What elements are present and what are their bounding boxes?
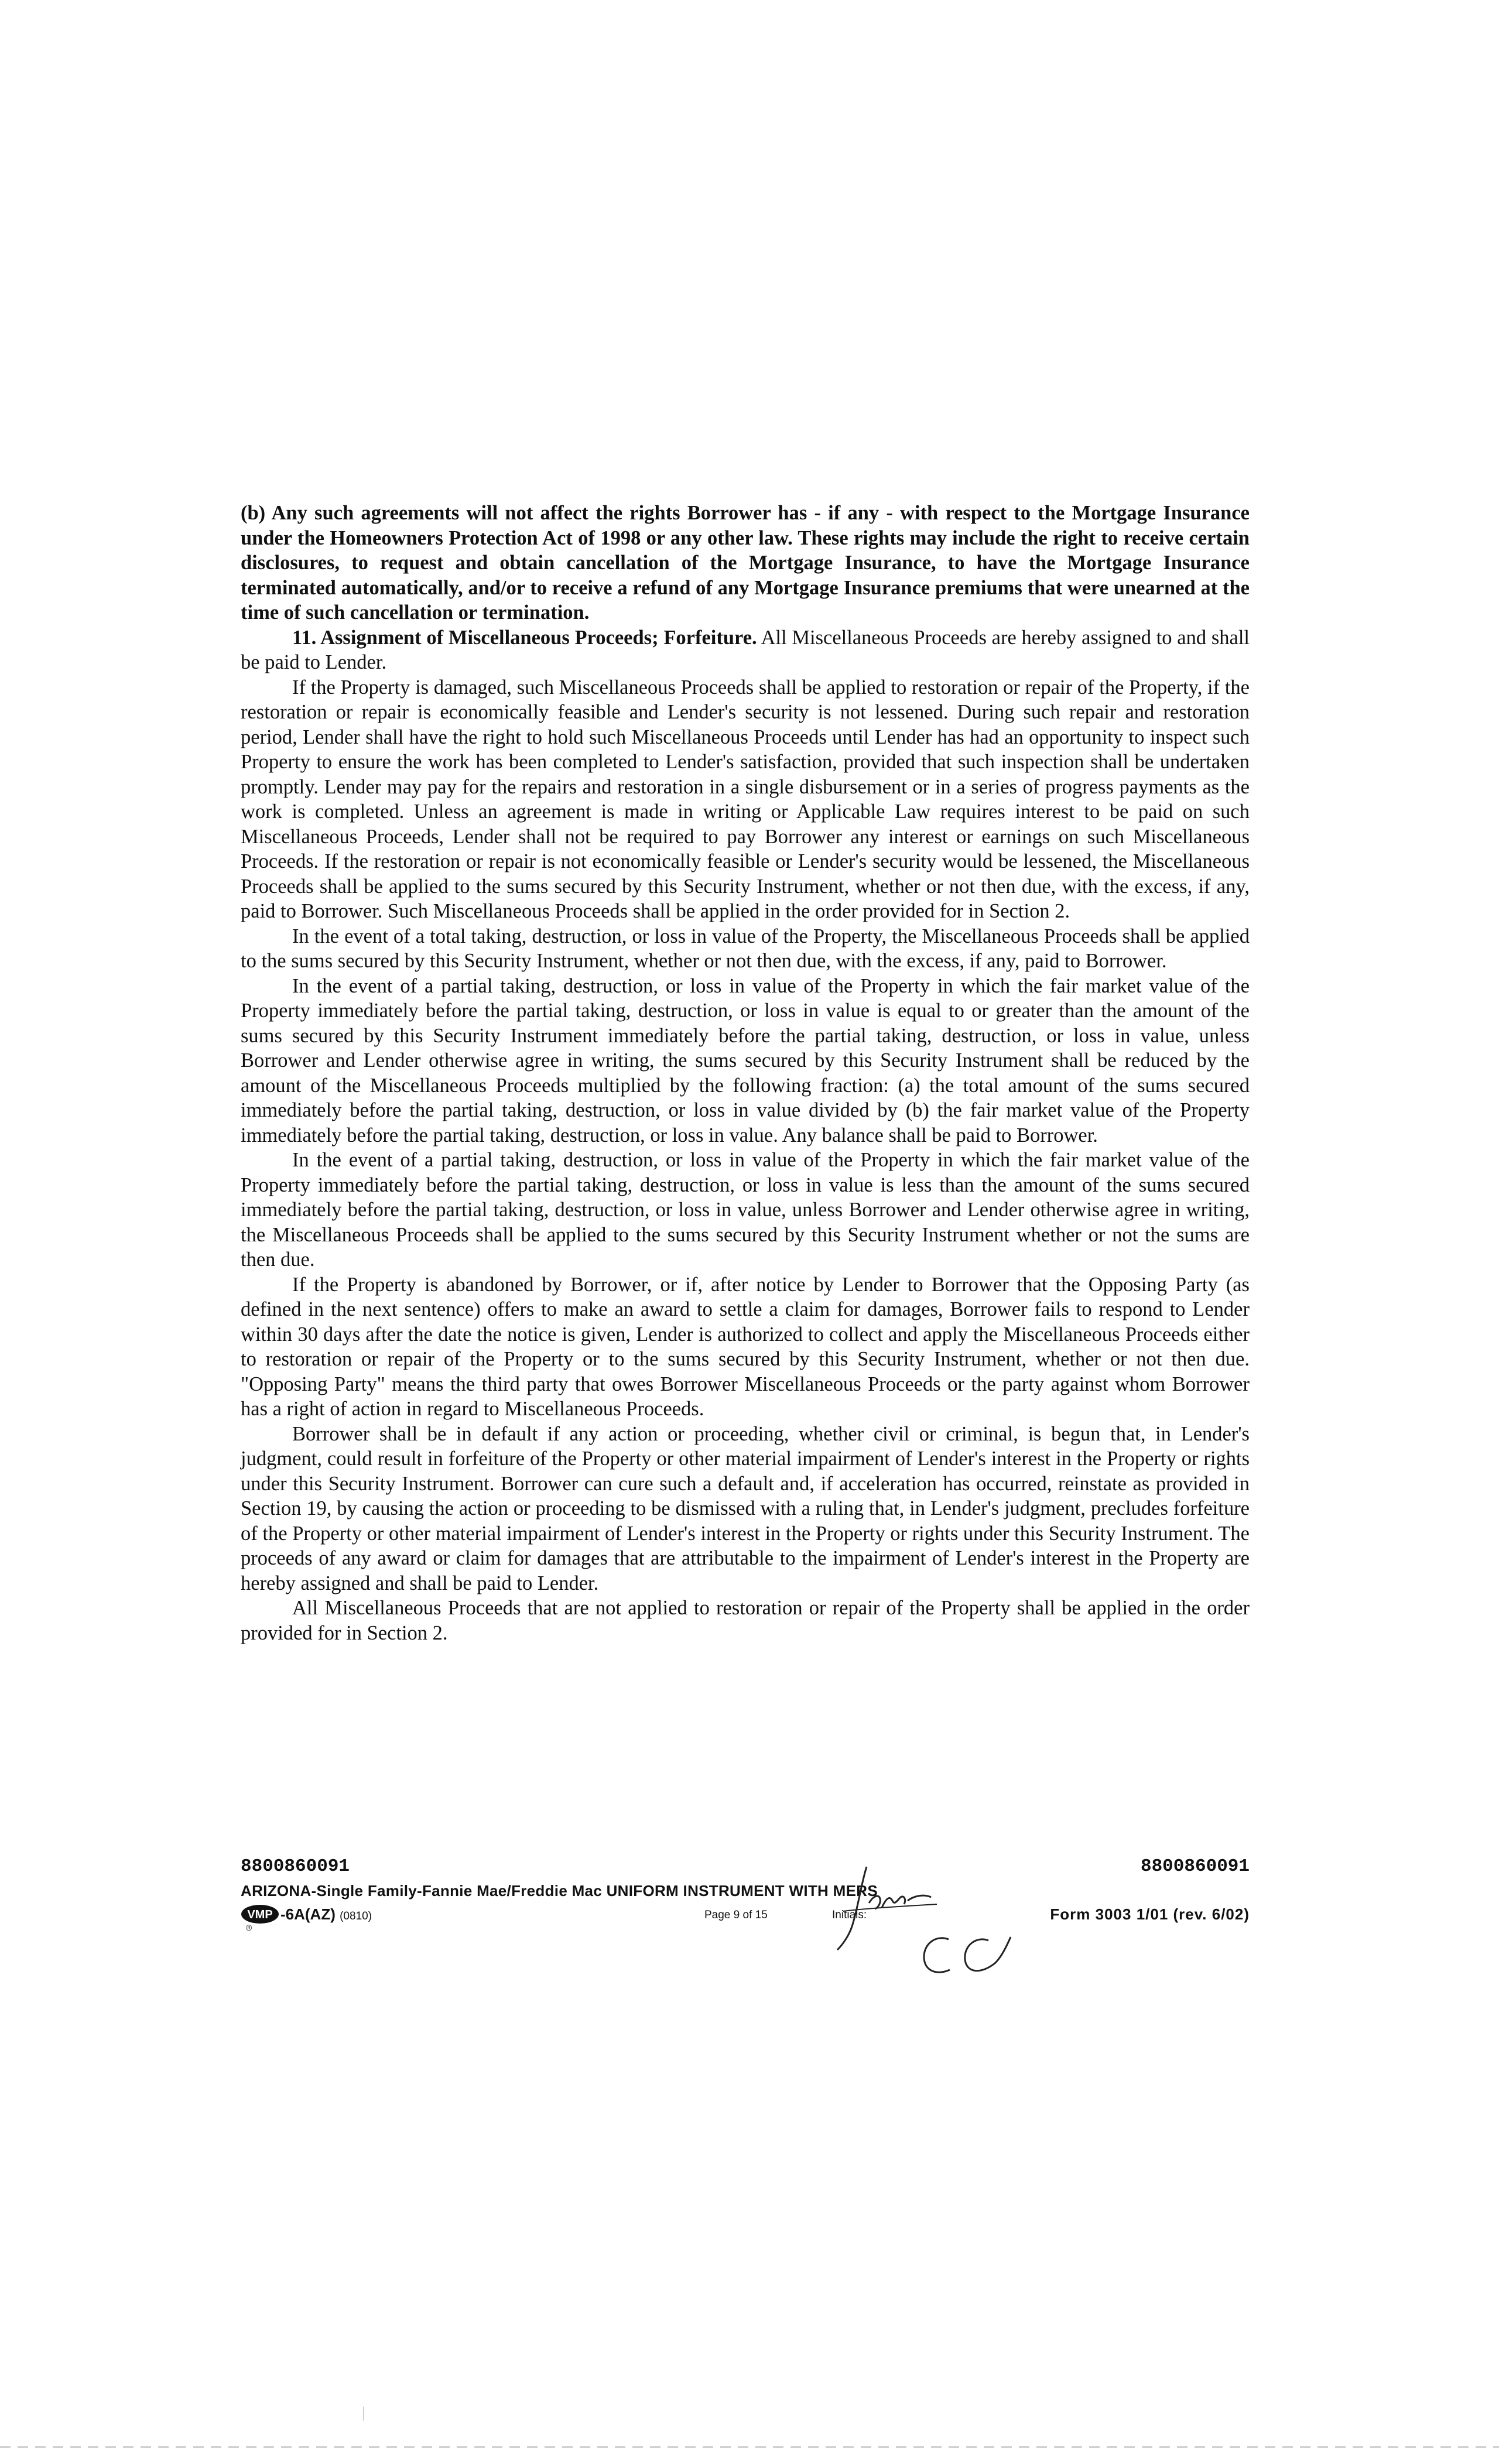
form-title: ARIZONA-Single Family-Fannie Mae/Freddie Mac UNIFORM INSTRUMENT WITH MERS bbox=[241, 1882, 878, 1900]
scan-artifact-mark bbox=[363, 2407, 364, 2421]
cc-handwritten-initials bbox=[913, 1926, 1019, 1985]
initials-label: Initials: bbox=[832, 1909, 867, 1921]
section-11-intro-text: All Miscellaneous Proceeds are hereby assigned to and shall be paid to Lender. bbox=[241, 626, 1250, 673]
loan-number-right: 8800860091 bbox=[1140, 1856, 1250, 1877]
paragraph-partial-taking-greater: In the event of a partial taking, destruction, or loss in value of the Property in which the fair market value of the Property immediately before the partial taking, destruction, or loss in value is equal to or greater than the amount of the sums secured by this Security Instrument immediately before the partial taking, destruction, or loss in value, unless Borrower and Lender otherwise agree in writing, the sums secured by this Security Instrument shall be reduced by the amount of the Miscellaneous Proceeds multiplied by the following fraction: (a) the total amount of the sums secured immediately before the partial taking, destruction, or loss in value divided by (b) the fair market value of the Property immediately before the partial taking, destruction, or loss in value. Any balance shall be paid to Borrower. bbox=[241, 974, 1250, 1147]
section-11-intro bbox=[241, 625, 1250, 675]
form-number: Form 3003 1/01 (rev. 6/02) bbox=[1050, 1905, 1250, 1923]
page-number: Page 9 of 15 bbox=[704, 1909, 768, 1921]
paragraph-abandoned: If the Property is abandoned by Borrower, or if, after notice by Lender to Borrower that the Opposing Party (as defined in the next sentence) offers to make an award to settle a claim for damages, Borrower fails to respond to Lender within 30 days after the date the notice is given, Lender is authorized to collect and apply the Miscellaneous Proceeds either to restoration or repair of the Property or to the sums secured by this Security Instrument, whether or not then due. "Opposing Party" means the third party that owes Borrower Miscellaneous Proceeds or the party against whom Borrower has a right of action in regard to Miscellaneous Proceeds. bbox=[241, 1273, 1250, 1420]
paragraph-damage: If the Property is damaged, such Miscellaneous Proceeds shall be applied to restoration or repair of the Property, if the restoration or repair is economically feasible and Lender's security is not lessened. During such repair and restoration period, Lender shall have the right to hold such Miscellaneous Proceeds until Lender has had an opportunity to inspect such Property to ensure the work has been completed to Lender's satisfaction, provided that such inspection shall be undertaken promptly. Lender may pay for the repairs and restoration in a single disbursement or in a series of progress payments as the work is completed. Unless an agreement is made in writing or Applicable Law requires interest to be paid on such Miscellaneous Proceeds, Lender shall not be required to pay Borrower any interest or earnings on such Miscellaneous Proceeds. If the restoration or repair is not economically feasible or Lender's security would be lessened, the Miscellaneous Proceeds shall be applied to the sums secured by this Security Instrument, whether or not then due, with the excess, if any, paid to Borrower. Such Miscellaneous Proceeds shall be applied in the order provided for in Section 2. bbox=[241, 676, 1250, 922]
scan-artifact-line bbox=[0, 2446, 1499, 2448]
paragraph-b: (b) Any such agreements will not affect the rights Borrower has - if any - with respect to the Mortgage Insurance under the Homeowners Protection Act of 1998 or any other law. These rights may include the right to receive certain disclosures, to request and obtain cancellation of the Mortgage Insurance, to have the Mortgage Insurance terminated automatically, and/or to receive a refund of any Mortgage Insurance premiums that were unearned at the time of such cancellation or termination. bbox=[241, 502, 1250, 624]
vmp-logo-text: VMP bbox=[247, 1908, 273, 1921]
paragraph-remaining-proceeds: All Miscellaneous Proceeds that are not applied to restoration or repair of the Property shall be applied in the order provided for in Section 2. bbox=[241, 1597, 1250, 1644]
paragraph-total-taking: In the event of a total taking, destruction, or loss in value of the Property, the Miscellaneous Proceeds shall be applied to the sums secured by this Security Instrument, whether or not then due, with the excess, if any, paid to Borrower. bbox=[241, 925, 1250, 972]
paragraph-default: Borrower shall be in default if any action or proceeding, whether civil or criminal, is begun that, in Lender's judgment, could result in forfeiture of the Property or other material impairment of Lender's interest in the Property or rights under this Security Instrument. Borrower can cure such a default and, if acceleration has occurred, reinstate as provided in Section 19, by causing the action or proceeding to be dismissed with a ruling that, in Lender's judgment, precludes forfeiture of the Property or other material impairment of Lender's interest in the Property or rights under this Security Instrument. The proceeds of any award or claim for damages that are attributable to the impairment of Lender's interest in the Property are hereby assigned and shall be paid to Lender. bbox=[241, 1422, 1250, 1594]
document-body bbox=[241, 501, 1250, 1645]
loan-number-row bbox=[241, 1856, 1250, 1880]
paragraph-partial-taking-less: In the event of a partial taking, destruction, or loss in value of the Property in which the fair market value of the Property immediately before the partial taking, destruction, or loss in value is less than the amount of the sums secured immediately before the partial taking, destruction, or loss in value, unless Borrower and Lender otherwise agree in writing, the Miscellaneous Proceeds shall be applied to the sums secured by this Security Instrument whether or not the sums are then due. bbox=[241, 1149, 1250, 1271]
form-code-main: -6A(AZ) bbox=[280, 1905, 336, 1923]
vmp-registered-mark: ® bbox=[245, 1923, 252, 1931]
form-code bbox=[280, 1905, 372, 1924]
form-code-date: (0810) bbox=[340, 1910, 372, 1922]
section-11-title: 11. Assignment of Miscellaneous Proceeds; Forfeiture. bbox=[292, 626, 757, 649]
loan-number-left: 8800860091 bbox=[241, 1856, 350, 1877]
vmp-logo-icon bbox=[241, 1904, 279, 1931]
form-info-row bbox=[241, 1903, 1250, 1932]
form-footer bbox=[241, 1856, 1250, 1931]
